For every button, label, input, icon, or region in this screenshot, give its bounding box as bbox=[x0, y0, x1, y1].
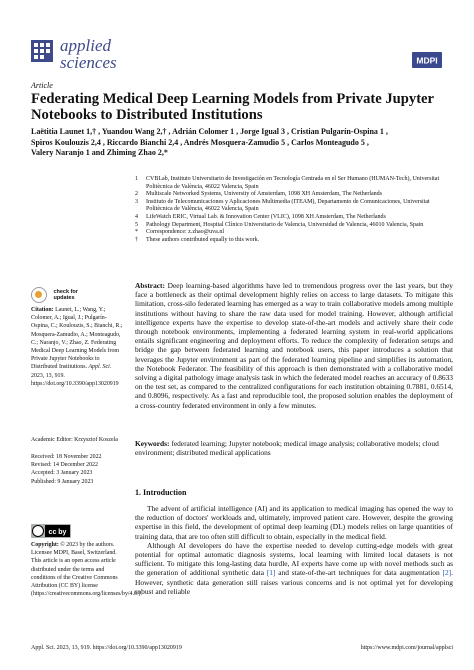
reference-link[interactable]: [1] bbox=[266, 568, 276, 578]
article-title: Federating Medical Deep Learning Models from Private Jupyter Notebooks to Distributed Institutions bbox=[31, 91, 434, 123]
affiliation-item: 3 Instituto de Telecomunicaciones y Aplicaciones Multimedia (ITEAM), Departamento de Comunicaciones, Universitat Politècnica de València, 46022 Valencia, Spain bbox=[135, 198, 430, 213]
body-text bbox=[135, 504, 453, 596]
date-published: Published: 9 January 2023 bbox=[31, 478, 94, 485]
affiliation-item: 4 LifeWatch ERIC, Virtual Lab. & Innovation Center (VLIC), 1098 XH Amsterdam, The Netherlands bbox=[135, 213, 386, 220]
academic-editor: Academic Editor: Krzysztof Koszela bbox=[31, 437, 118, 443]
mdpi-logo-icon bbox=[412, 52, 442, 68]
copyright-block: Copyright: © 2023 by the authors. Licensee MDPI, Basel, Switzerland. This article is an open access article distributed under the terms and conditions of the Creative Commons Attribution (CC BY) license (https://creativecommons.org/licenses/by/4.0/). bbox=[31, 542, 142, 598]
svg-text:MDPI: MDPI bbox=[416, 55, 438, 66]
footer-citation: Appl. Sci. 2023, 13, 919. https://doi.org/10.3390/app13020919 bbox=[31, 645, 182, 651]
abstract: Abstract: Deep learning-based algorithms have led to tremendous progress over the last years, but they face a bottleneck as their optimal development highly relies on access to large datasets. To mitigate this limitation, cross-silo federated learning has emerged as a way to train collaborative models among multiple institutions without having to share the raw data used for model training. However, although artificial intelligence experts have the expertise to develop state-of-the-art models and actively share their code through notebook environments, implementing a federated learning system in real-world applications entails significant engineering and deployment efforts. To reduce the complexity of federation setups and bridge the gap between federated learning and notebook users, this paper introduces a solution that leverages the Jupyter environment as part of the federated learning pipeline and simplifies its automation, the Notebook Federator. The feasibility of this approach is then demonstrated with a collaborative model solving a digital pathology image analysis task in which the federated model reaches an accuracy of 0.8633 on the test set, as compared to the centralized configurations for each institution obtaining 0.7881, 0.6514, and 0.8096, respectively. As a fast and reproducible tool, the proposed solution enables the deployment of a cross-country federated environment in only a few minutes. bbox=[135, 281, 453, 410]
correspondence: * Correspondence: z.zhao@uva.nl bbox=[135, 229, 224, 236]
footer-journal-link[interactable]: https://www.mdpi.com/journal/applsci bbox=[360, 645, 453, 651]
affiliation-item: 5 Pathology Department, Hospital Clínico Universitario de Valencia, Universidad de Valencia, 46010 Valencia, Spain bbox=[135, 221, 424, 228]
affiliations bbox=[135, 176, 453, 244]
date-accepted: Accepted: 3 January 2023 bbox=[31, 470, 93, 477]
journal-logo-icon bbox=[31, 40, 53, 62]
author-list bbox=[31, 127, 451, 159]
equal-contribution-note: † These authors contributed equally to this work. bbox=[135, 236, 260, 243]
paragraph: Although AI developers do have the expertise needed to develop cutting-edge models with great potential for optimal automatic diagnosis systems, local learning with limited local datasets is not sufficient. To mitigate this long-lasting data hurdle, AI experts have come up with novel methods such as the generation of additional synthetic data [1] and state-of-the-art techniques for data augmentation [2]. However, synthetic data generation still raises various concerns and is not optimal yet for developing robust and reliable bbox=[135, 540, 453, 596]
keywords: Keywords: federated learning; Jupyter notebook; medical image analysis; collaborative models; cloud environment; distributed medical applications bbox=[135, 439, 439, 458]
svg-text:cc by: cc by bbox=[48, 529, 67, 536]
check-updates-icon bbox=[31, 287, 47, 303]
check-for-updates-button[interactable]: check for updates bbox=[31, 286, 78, 304]
paragraph: The advent of artificial intelligence (AI) and its application to medical imaging has opened the way to the reduction of doctors' workloads and, ultimately, improved patient care. However, despite the growing expertise in this field, the development of optimal deep learning (DL) models relies on large quantities of training data, that are too often still difficult to obtain, especially in the medical field. bbox=[135, 504, 453, 541]
citation-block: Citation: Launet, L.; Wang, Y.; Colomer, A.; Igual, J.; Pulgarín-Ospina, C.; Koulouzis, S.; Bianchi, R.; Mosquera-Zamudio, A.; Monteagudo, C.; Naranjo, V.; Zhao, Z. Federating Medical Deep Learning Models from Private Jupyter Notebooks to Distributed Institutions. Appl. Sci. 2023, 13, 919. https://doi.org/10.3390/app13020919 bbox=[31, 307, 123, 387]
date-revised: Revised: 14 December 2022 bbox=[31, 462, 98, 469]
section-heading: 1. Introduction bbox=[135, 488, 187, 497]
reference-link[interactable]: [2] bbox=[442, 568, 452, 578]
author-line: Laëtitia Launet 1,† , Yuandou Wang 2,† , Adrián Colomer 1 , Jorge Igual 3 , Cristian Pulgarín-Ospina 1 , bbox=[31, 127, 388, 136]
journal-name: applied sciences bbox=[60, 36, 117, 72]
author-line: Valery Naranjo 1 and Zhiming Zhao 2,* bbox=[31, 148, 168, 158]
affiliation-item: 2 Multiscale Networked Systems, University of Amsterdam, 1098 XH Amsterdam, The Netherlands bbox=[135, 191, 383, 198]
article-type: Article bbox=[31, 81, 53, 90]
cc-by-license-icon bbox=[31, 524, 71, 538]
affiliation-item: 1 CVBLab, Instituto Universitario de Investigación en Tecnología Centrada en el Ser Humano (HUMAN-Tech), Universitat Politècnica de València, 46022 Valencia, Spain bbox=[135, 176, 440, 190]
author-line: Spiros Koulouzis 2,4 , Riccardo Bianchi 2,4 , Andrés Mosquera-Zamudio 5 , Carlos Monteagudo 5 , bbox=[31, 137, 369, 147]
dates-block bbox=[31, 453, 124, 486]
date-received: Received: 18 November 2022 bbox=[31, 454, 102, 460]
